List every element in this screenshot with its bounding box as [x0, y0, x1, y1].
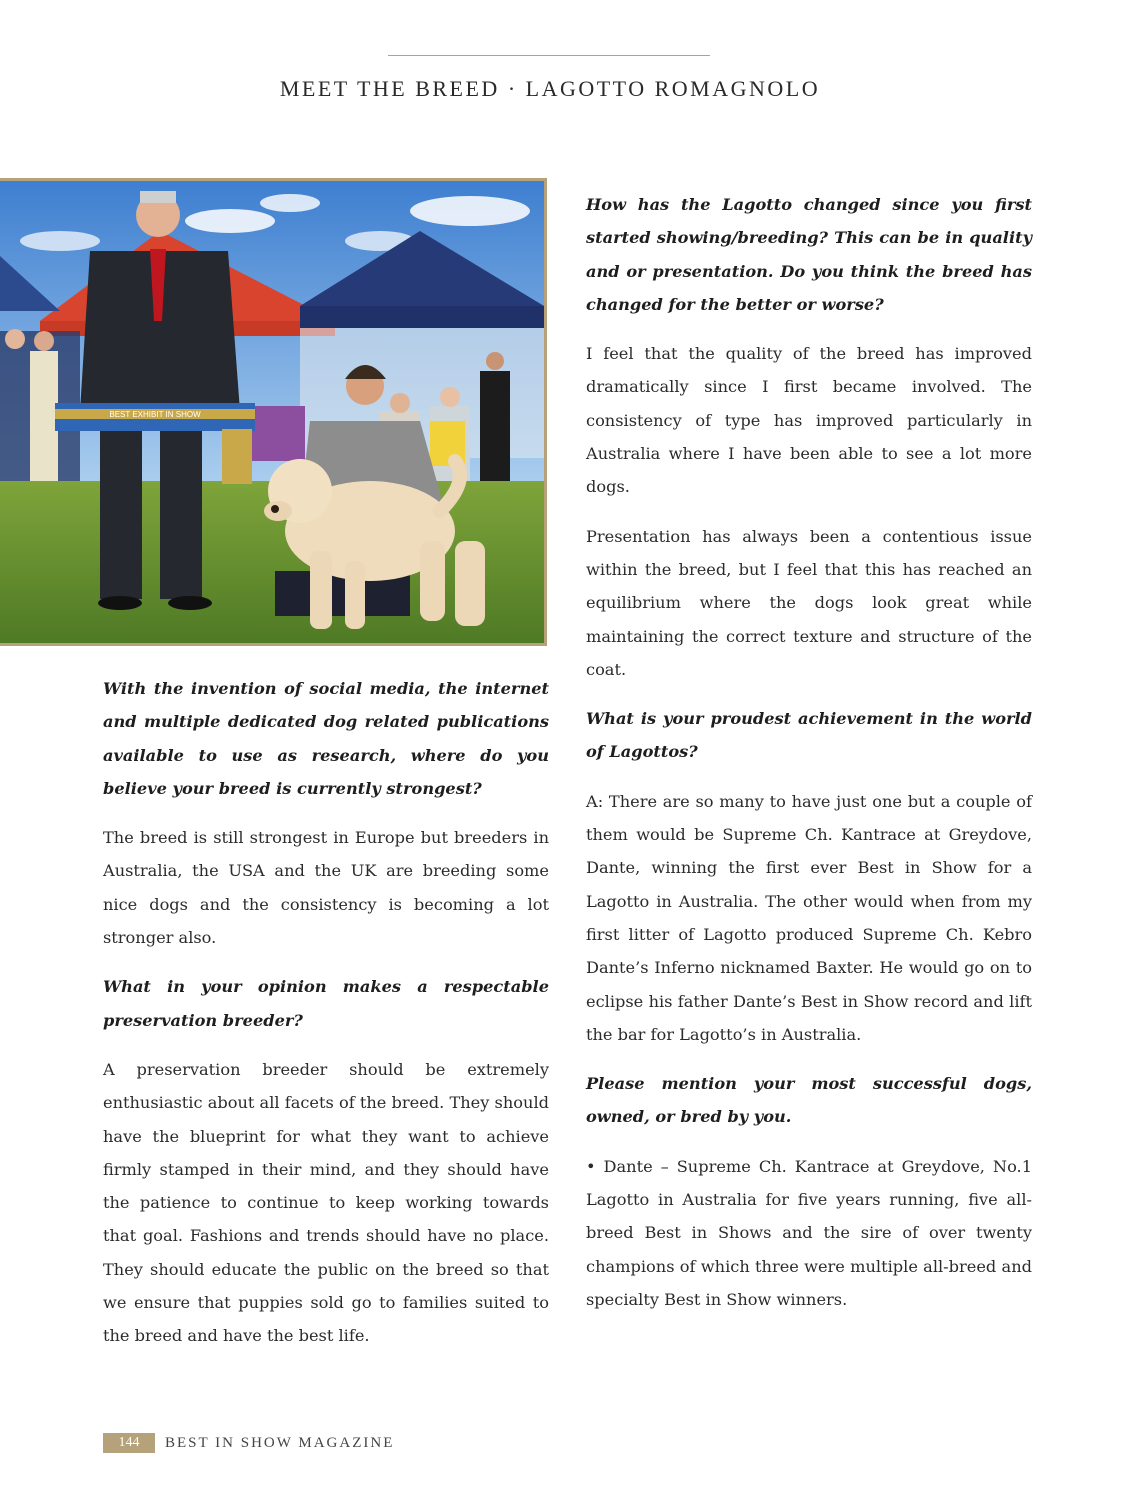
- question-breed-changed: How has the Lagotto changed since you first started showing/breeding? This can be in quality and or presentation. Do you think the breed has changed for the better or worse?: [586, 195, 1032, 314]
- question-preservation-breeder: What in your opinion makes a respectable preservation breeder?: [103, 977, 549, 1030]
- answer-proudest-achievement: A: There are so many to have just one but a couple of them would be Supreme Ch. Kantrace at Greydove, Dante, winning the first ever Best in Show for a Lagotto in Australia. The other would when from my first litter of Lagotto produced Supreme Ch. Kebro Dante’s Inferno nicknamed Baxter. He would go on to eclipse his father Dante’s Best in Show record and lift the bar for Lagotto’s in Australia.: [586, 791, 1032, 1044]
- header-rule: [388, 55, 710, 56]
- show-photo-image: [0, 181, 544, 643]
- page-footer: [103, 1433, 394, 1453]
- answer-breed-changed-presentation: Presentation has always been a contentious issue within the breed, but I feel that this has reached an equilibrium where the dogs look great while maintaining the correct texture and structure of the coat.: [586, 526, 1032, 679]
- show-photo: [0, 178, 547, 646]
- answer-successful-dogs: • Dante – Supreme Ch. Kantrace at Greydove, No.1 Lagotto in Australia for five years running, five all-breed Best in Shows and the sire of over twenty champions of which three were multiple all-breed and specialty Best in Show winners.: [586, 1156, 1032, 1309]
- right-column: [586, 188, 1032, 1332]
- answer-preservation-breeder: A preservation breeder should be extremely enthusiastic about all facets of the breed. They should have the blueprint for what they want to achieve firmly stamped in their mind, and they should have the patience to continue to keep working towards that goal. Fashions and trends should have no place. They should educate the public on the breed so that we ensure that puppies sold go to families suited to the breed and have the best life.: [103, 1059, 549, 1346]
- ribbon-text: BEST EXHIBIT IN SHOW: [109, 410, 201, 419]
- question-breed-strongest: With the invention of social media, the internet and multiple dedicated dog related publications available to use as research, where do you believe your breed is currently strongest?: [103, 679, 549, 798]
- answer-breed-changed-quality: I feel that the quality of the breed has improved dramatically since I first became involved. The consistency of type has improved particularly in Australia where I have been able to see a lot more dogs.: [586, 344, 1032, 497]
- magazine-name: BEST IN SHOW MAGAZINE: [165, 1434, 395, 1451]
- page-number: 144: [103, 1433, 155, 1453]
- left-column: [103, 672, 549, 1369]
- answer-breed-strongest: The breed is still strongest in Europe but breeders in Australia, the USA and the UK are breeding some nice dogs and the consistency is becoming a lot stronger also.: [103, 828, 549, 948]
- question-proudest-achievement: What is your proudest achievement in the world of Lagottos?: [586, 709, 1032, 762]
- question-successful-dogs: Please mention your most successful dogs, owned, or bred by you.: [586, 1074, 1032, 1127]
- page-title: MEET THE BREED · LAGOTTO ROMAGNOLO: [279, 76, 821, 101]
